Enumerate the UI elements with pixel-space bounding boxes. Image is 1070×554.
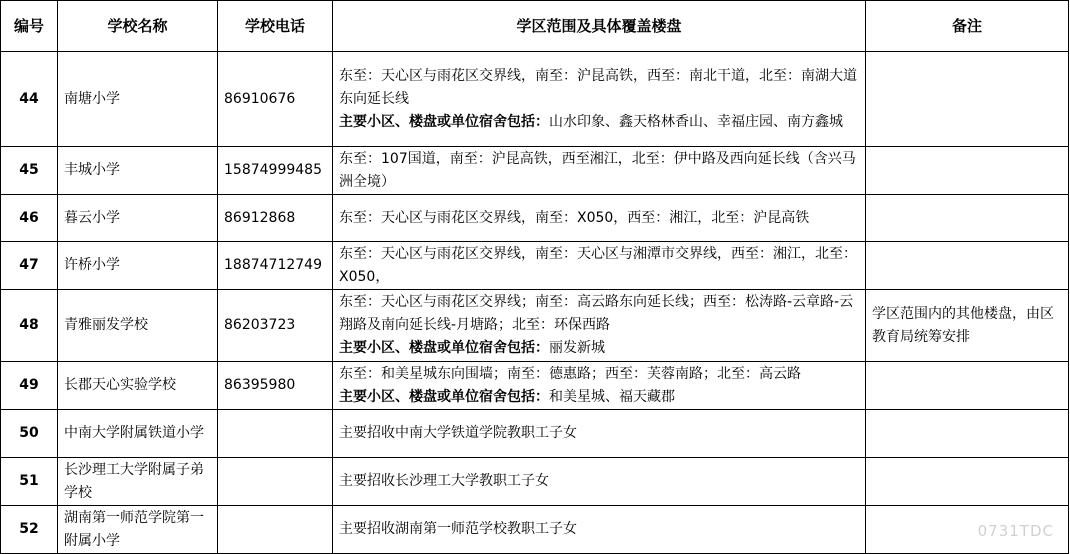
row-school-phone	[218, 410, 333, 458]
scope-main-value: 丽发新城	[549, 340, 605, 356]
row-district-scope	[333, 362, 866, 410]
row-school-name: 长沙理工大学附属子弟学校	[58, 458, 218, 506]
row-note	[866, 410, 1069, 458]
row-school-name: 长郡天心实验学校	[58, 362, 218, 410]
scope-main-estates	[339, 386, 859, 409]
table-row	[1, 147, 1069, 195]
row-number: 49	[1, 362, 58, 410]
watermark: 0731TDC	[977, 522, 1054, 540]
row-school-name: 暮云小学	[58, 195, 218, 242]
row-school-phone	[218, 458, 333, 506]
row-school-name: 许桥小学	[58, 242, 218, 290]
row-number: 44	[1, 52, 58, 147]
row-number: 51	[1, 458, 58, 506]
scope-main-estates	[339, 111, 859, 134]
row-note	[866, 195, 1069, 242]
table-row	[1, 362, 1069, 410]
row-number: 47	[1, 242, 58, 290]
scope-main-value: 山水印象、鑫天格林香山、幸福庄园、南方鑫城	[549, 113, 843, 130]
row-note	[866, 147, 1069, 195]
scope-boundary: 主要招收长沙理工大学教职工子女	[339, 473, 549, 489]
scope-boundary: 东至：天心区与雨花区交界线，南至：沪昆高铁，西至：南北干道，北至：南湖大道东向延长线	[339, 67, 857, 107]
row-school-phone: 15874999485	[218, 147, 333, 195]
row-note	[866, 362, 1069, 410]
row-number: 50	[1, 410, 58, 458]
scope-main-label: 主要小区、楼盘或单位宿舍包括：	[339, 113, 549, 130]
table-row	[1, 52, 1069, 147]
row-school-name: 中南大学附属铁道小学	[58, 410, 218, 458]
table-row	[1, 458, 1069, 506]
scope-main-estates	[339, 337, 859, 360]
table-row	[1, 242, 1069, 290]
row-school-name: 丰城小学	[58, 147, 218, 195]
scope-main-label: 主要小区、楼盘或单位宿舍包括：	[339, 340, 549, 356]
scope-boundary: 东至：天心区与雨花区交界线，南至：X050，西至：湘江，北至：沪昆高铁	[339, 209, 810, 226]
row-note	[866, 52, 1069, 147]
row-school-phone: 86395980	[218, 362, 333, 410]
table-row	[1, 290, 1069, 362]
scope-boundary: 东至：107国道，南至：沪昆高铁，西至湘江，北至：伊中路及西向延长线（含兴马洲全境）	[339, 150, 856, 190]
row-school-name: 南塘小学	[58, 52, 218, 147]
row-district-scope	[333, 52, 866, 147]
row-number: 46	[1, 195, 58, 242]
row-district-scope	[333, 242, 866, 290]
header-note: 备注	[866, 1, 1069, 52]
row-number: 52	[1, 506, 58, 554]
scope-boundary: 东至：和美星城东向围墙；南至：德惠路；西至：芙蓉南路；北至：高云路	[339, 365, 801, 382]
row-district-scope	[333, 458, 866, 506]
row-district-scope	[333, 147, 866, 195]
header-district-scope: 学区范围及具体覆盖楼盘	[333, 1, 866, 52]
table-row	[1, 410, 1069, 458]
row-district-scope	[333, 290, 866, 362]
table-row	[1, 506, 1069, 554]
scope-main-label: 主要小区、楼盘或单位宿舍包括：	[339, 388, 549, 405]
scope-boundary: 东至：天心区与雨花区交界线，南至：天心区与湘潭市交界线，西至：湘江，北至：X050，	[339, 245, 857, 285]
row-school-phone: 18874712749	[218, 242, 333, 290]
row-note	[866, 458, 1069, 506]
scope-boundary: 东至：天心区与雨花区交界线；南至：高云路东向延长线；西至：松涛路-云章路-云翔路及南向延长线-月塘路；北至：环保西路	[339, 294, 854, 333]
row-note-shared: 学区范围内的其他楼盘，由区教育局统筹安排	[866, 290, 1069, 362]
row-school-phone	[218, 506, 333, 554]
table-row	[1, 195, 1069, 242]
row-school-name: 湖南第一师范学院第一附属小学	[58, 506, 218, 554]
row-school-name: 青雅丽发学校	[58, 290, 218, 362]
row-district-scope	[333, 410, 866, 458]
row-school-phone: 86203723	[218, 290, 333, 362]
scope-boundary: 主要招收中南大学铁道学院教职工子女	[339, 425, 577, 441]
header-number: 编号	[1, 1, 58, 52]
row-number: 45	[1, 147, 58, 195]
row-note	[866, 242, 1069, 290]
header-school-name: 学校名称	[58, 1, 218, 52]
row-district-scope	[333, 506, 866, 554]
row-school-phone: 86912868	[218, 195, 333, 242]
row-district-scope	[333, 195, 866, 242]
row-school-phone: 86910676	[218, 52, 333, 147]
table-header-row	[1, 1, 1069, 52]
header-school-phone: 学校电话	[218, 1, 333, 52]
row-number: 48	[1, 290, 58, 362]
scope-boundary: 主要招收湖南第一师范学校教职工子女	[339, 521, 577, 537]
scope-main-value: 和美星城、福天藏郡	[549, 388, 675, 405]
